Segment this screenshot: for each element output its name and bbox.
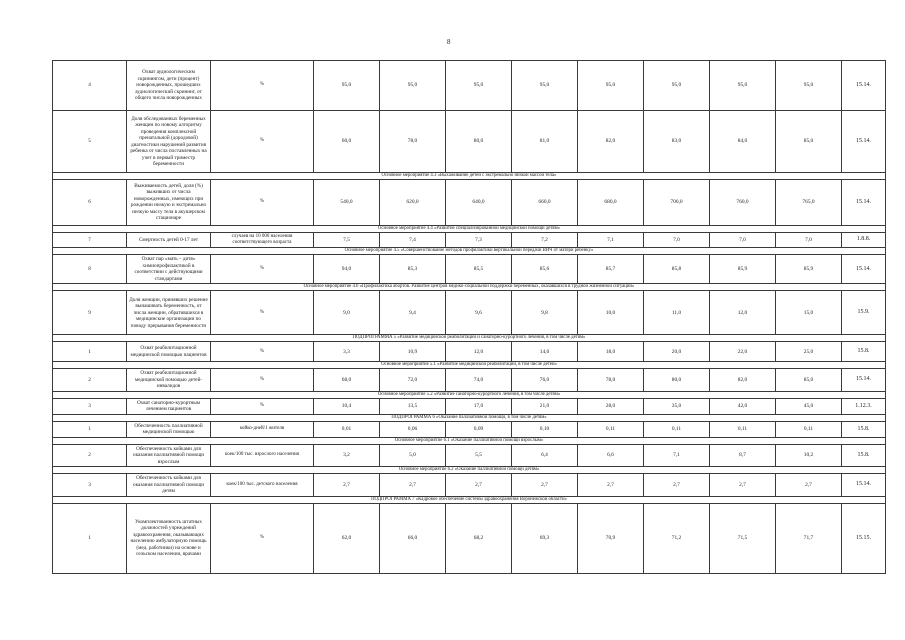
year-value: 84,0 [710,111,776,173]
reference-code: 15.9. [842,291,886,335]
row-number: 1 [53,503,127,573]
year-value: 620,0 [380,179,446,225]
section-title: Основное мероприятие 4.6 «Профилактика абортов. Развитие центров медико-социальной поддержки беременных, оказавшихся в трудной жизненной ситуации» [53,284,886,291]
reference-code: 15.14. [842,369,886,392]
reference-code: 15.8. [842,421,886,437]
section-header-row [53,173,886,180]
year-value: 18,0 [578,342,644,362]
section-title: Основное мероприятие 4.3 «Выхаживание детей с экстремально низкой массой тела» [53,173,886,180]
year-value: 10,9 [380,342,446,362]
section-header-row [53,467,886,474]
year-value: 3,3 [314,342,380,362]
indicator-name: Охват реабилитационной медицинской помощью детей-инвалидов [127,369,211,392]
year-value: 85,0 [776,369,842,392]
year-value: 7,4 [380,232,446,248]
unit-of-measure: койко-дней/1 жителя [211,421,314,437]
year-value: 95,0 [512,61,578,111]
year-value: 2,7 [380,474,446,497]
year-value: 95,0 [776,61,842,111]
year-value: 660,0 [512,179,578,225]
year-value: 10,0 [578,291,644,335]
year-value: 765,0 [776,179,842,225]
year-value: 7,5 [314,232,380,248]
year-value: 20,0 [644,342,710,362]
indicator-name: Охват аудиологическим скринингом, дети (процент) новорожденных, прошедших аудиологический скрининг, от общего числа новорожденных [127,61,211,111]
section-header-row [53,225,886,232]
unit-of-measure: коек/100 тыс. взрослого населения [211,444,314,467]
year-value: 0,10 [512,421,578,437]
row-number: 2 [53,444,127,467]
indicator-name: Охват пар «мать – дитя» химиопрофилактикой в соответствии с действующими стандартами [127,255,211,284]
indicator-name: Смертность детей 0-17 лет [127,232,211,248]
section-title: Основное мероприятие 6.2 «Оказание паллиативной помощи детям» [53,467,886,474]
year-value: 640,0 [446,179,512,225]
year-value: 22,0 [710,342,776,362]
year-value: 5,0 [380,444,446,467]
unit-of-measure: % [211,61,314,111]
year-value: 7,0 [644,232,710,248]
year-value: 80,0 [644,369,710,392]
table-row [53,255,886,284]
year-value: 2,7 [776,474,842,497]
indicator-name: Охват санаторно-курортным лечением пациентов [127,398,211,414]
reference-code: 15.8. [842,444,886,467]
section-title: ПОДПРОГРАММА 5 «Развитие медицинской реабилитации и санаторно-курортного лечения, в том числе детям» [53,335,886,342]
table-row [53,342,886,362]
table-row [53,111,886,173]
year-value: 700,0 [644,179,710,225]
year-value: 7,1 [578,232,644,248]
year-value: 78,0 [380,111,446,173]
reference-code: 15.14. [842,179,886,225]
year-value: 21,0 [512,398,578,414]
row-number: 2 [53,369,127,392]
year-value: 12,0 [710,291,776,335]
year-value: 540,0 [314,179,380,225]
year-value: 25,0 [776,342,842,362]
row-number: 9 [53,291,127,335]
year-value: 85,9 [776,255,842,284]
table-row [53,232,886,248]
year-value: 66,0 [380,503,446,573]
indicator-name: Охват реабилитационной медицинской помощью пациентов [127,342,211,362]
indicator-name: Обеспеченность паллиативной медицинской помощью [127,421,211,437]
row-number: 6 [53,179,127,225]
unit-of-measure: % [211,255,314,284]
year-value: 0,09 [446,421,512,437]
year-value: 15,0 [776,291,842,335]
unit-of-measure: % [211,111,314,173]
year-value: 9,6 [446,291,512,335]
section-header-row [53,335,886,342]
year-value: 11,0 [644,291,710,335]
reference-code: 15.8. [842,342,886,362]
section-title: ПОДПРОГРАММА 7 «Кадровое обеспечение системы здравоохранения Воронежской области» [53,496,886,503]
year-value: 74,0 [446,369,512,392]
table-row [53,369,886,392]
year-value: 10,4 [314,398,380,414]
unit-of-measure: % [211,398,314,414]
year-value: 85,3 [380,255,446,284]
year-value: 85,0 [776,111,842,173]
table-row [53,398,886,414]
year-value: 14,0 [512,342,578,362]
year-value: 6,6 [578,444,644,467]
year-value: 6,4 [512,444,578,467]
year-value: 3,2 [314,444,380,467]
table-row [53,474,886,497]
indicator-name: Доля обследованных беременных женщин по новому алгоритму проведения комплексной пренатальной (дородовой) диагностики нарушений развития ребенка от числа поставленных на учет в первый триместр беременности [127,111,211,173]
indicator-name: Обеспеченность койками для оказания паллиативной помощи детям [127,474,211,497]
row-number: 1 [53,421,127,437]
year-value: 95,0 [710,61,776,111]
year-value: 7,2 [512,232,578,248]
unit-of-measure: % [211,291,314,335]
row-number: 4 [53,61,127,111]
reference-code: 1.12.3. [842,398,886,414]
reference-code: 15.14. [842,111,886,173]
year-value: 71,2 [644,503,710,573]
year-value: 72,0 [380,369,446,392]
section-header-row [53,362,886,369]
year-value: 8,7 [710,444,776,467]
reference-code: 15.15. [842,503,886,573]
year-value: 2,7 [578,474,644,497]
reference-code: 1.8.8. [842,232,886,248]
year-value: 12,0 [446,342,512,362]
year-value: 45,0 [776,398,842,414]
year-value: 17,0 [446,398,512,414]
year-value: 2,7 [446,474,512,497]
row-number: 1 [53,342,127,362]
year-value: 13,5 [380,398,446,414]
year-value: 680,0 [578,179,644,225]
reference-code: 15.14. [842,255,886,284]
section-header-row [53,414,886,421]
year-value: 85,5 [446,255,512,284]
year-value: 95,0 [578,61,644,111]
table-row [53,503,886,573]
year-value: 9,4 [380,291,446,335]
year-value: 0,11 [710,421,776,437]
year-value: 71,7 [776,503,842,573]
year-value: 760,0 [710,179,776,225]
row-number: 8 [53,255,127,284]
unit-of-measure: коек/100 тыс. детского населения [211,474,314,497]
reference-code: 15.14. [842,61,886,111]
year-value: 82,0 [578,111,644,173]
unit-of-measure: % [211,369,314,392]
section-title: Основное мероприятие 4.4 «Развитие специализированной медицинской помощи детям» [53,225,886,232]
year-value: 7,1 [644,444,710,467]
year-value: 5,5 [446,444,512,467]
section-header-row [53,284,886,291]
row-number: 3 [53,474,127,497]
year-value: 85,8 [644,255,710,284]
year-value: 62,0 [314,503,380,573]
row-number: 3 [53,398,127,414]
section-title: Основное мероприятие 6.1 «Оказание паллиативной помощи взрослым» [53,437,886,444]
year-value: 78,0 [578,369,644,392]
year-value: 85,9 [710,255,776,284]
year-value: 71,5 [710,503,776,573]
year-value: 0,06 [380,421,446,437]
year-value: 82,0 [710,369,776,392]
year-value: 60,0 [314,111,380,173]
year-value: 0,11 [776,421,842,437]
year-value: 94,0 [314,255,380,284]
year-value: 95,0 [446,61,512,111]
table-row [53,61,886,111]
year-value: 76,0 [512,369,578,392]
year-value: 68,2 [446,503,512,573]
year-value: 35,0 [644,398,710,414]
row-number: 7 [53,232,127,248]
table-row [53,179,886,225]
year-value: 0,11 [578,421,644,437]
year-value: 7,3 [446,232,512,248]
year-value: 85,6 [512,255,578,284]
section-title: Основное мероприятие 4.5 «Совершенствование методов профилактики вертикальной передачи ВИЧ от матери ребенку» [53,248,886,255]
year-value: 70,9 [578,503,644,573]
year-value: 85,7 [578,255,644,284]
reference-code: 15.14. [842,474,886,497]
year-value: 2,7 [644,474,710,497]
section-title: Основное мероприятие 5.1 «Развитие медицинской реабилитации, в том числе детей» [53,362,886,369]
unit-of-measure: случаев на 10 000 населения соответствующего возраста [211,232,314,248]
year-value: 7,0 [776,232,842,248]
indicator-name: Доля женщин, принявших решение вынашивать беременность, от числа женщин, обратившихся в медицинские организации по поводу прерывания беременности [127,291,211,335]
year-value: 95,0 [380,61,446,111]
year-value: 0,01 [314,421,380,437]
unit-of-measure: % [211,342,314,362]
row-number: 5 [53,111,127,173]
unit-of-measure: % [211,179,314,225]
section-title: Основное мероприятие 5.2 «Развитие санаторно-курортного лечения, в том числе детям» [53,391,886,398]
year-value: 95,0 [314,61,380,111]
indicator-name: Укомплектованность штатных должностей учреждений здравоохранения, оказывающих населению амбулаторную помощь (мед. работники) на основе и сельском населении, врачами [127,503,211,573]
page-number: 8 [447,38,451,46]
section-title: ПОДПРОГРАММА 6 «Оказание паллиативной помощи, в том числе детям» [53,414,886,421]
indicator-name: Выживаемость детей, доля (%) выживших от числа новорожденных, имеющих при рождении низкую и экстремально низкую массу тела в акушерском стационаре [127,179,211,225]
year-value: 9,8 [512,291,578,335]
indicator-name: Обеспеченность койками для оказания паллиативной помощи взрослым [127,444,211,467]
year-value: 2,7 [314,474,380,497]
unit-of-measure: % [211,503,314,573]
section-header-row [53,248,886,255]
year-value: 7,0 [710,232,776,248]
year-value: 81,0 [512,111,578,173]
year-value: 10,2 [776,444,842,467]
year-value: 68,0 [314,369,380,392]
year-value: 42,0 [710,398,776,414]
year-value: 83,0 [644,111,710,173]
year-value: 2,7 [710,474,776,497]
year-value: 80,0 [446,111,512,173]
table-row [53,291,886,335]
section-header-row [53,496,886,503]
year-value: 2,7 [512,474,578,497]
table-row [53,421,886,437]
table-row [53,444,886,467]
year-value: 9,0 [314,291,380,335]
year-value: 69,3 [512,503,578,573]
section-header-row [53,391,886,398]
indicators-table [52,60,886,574]
year-value: 95,0 [644,61,710,111]
year-value: 0,11 [644,421,710,437]
section-header-row [53,437,886,444]
year-value: 28,0 [578,398,644,414]
